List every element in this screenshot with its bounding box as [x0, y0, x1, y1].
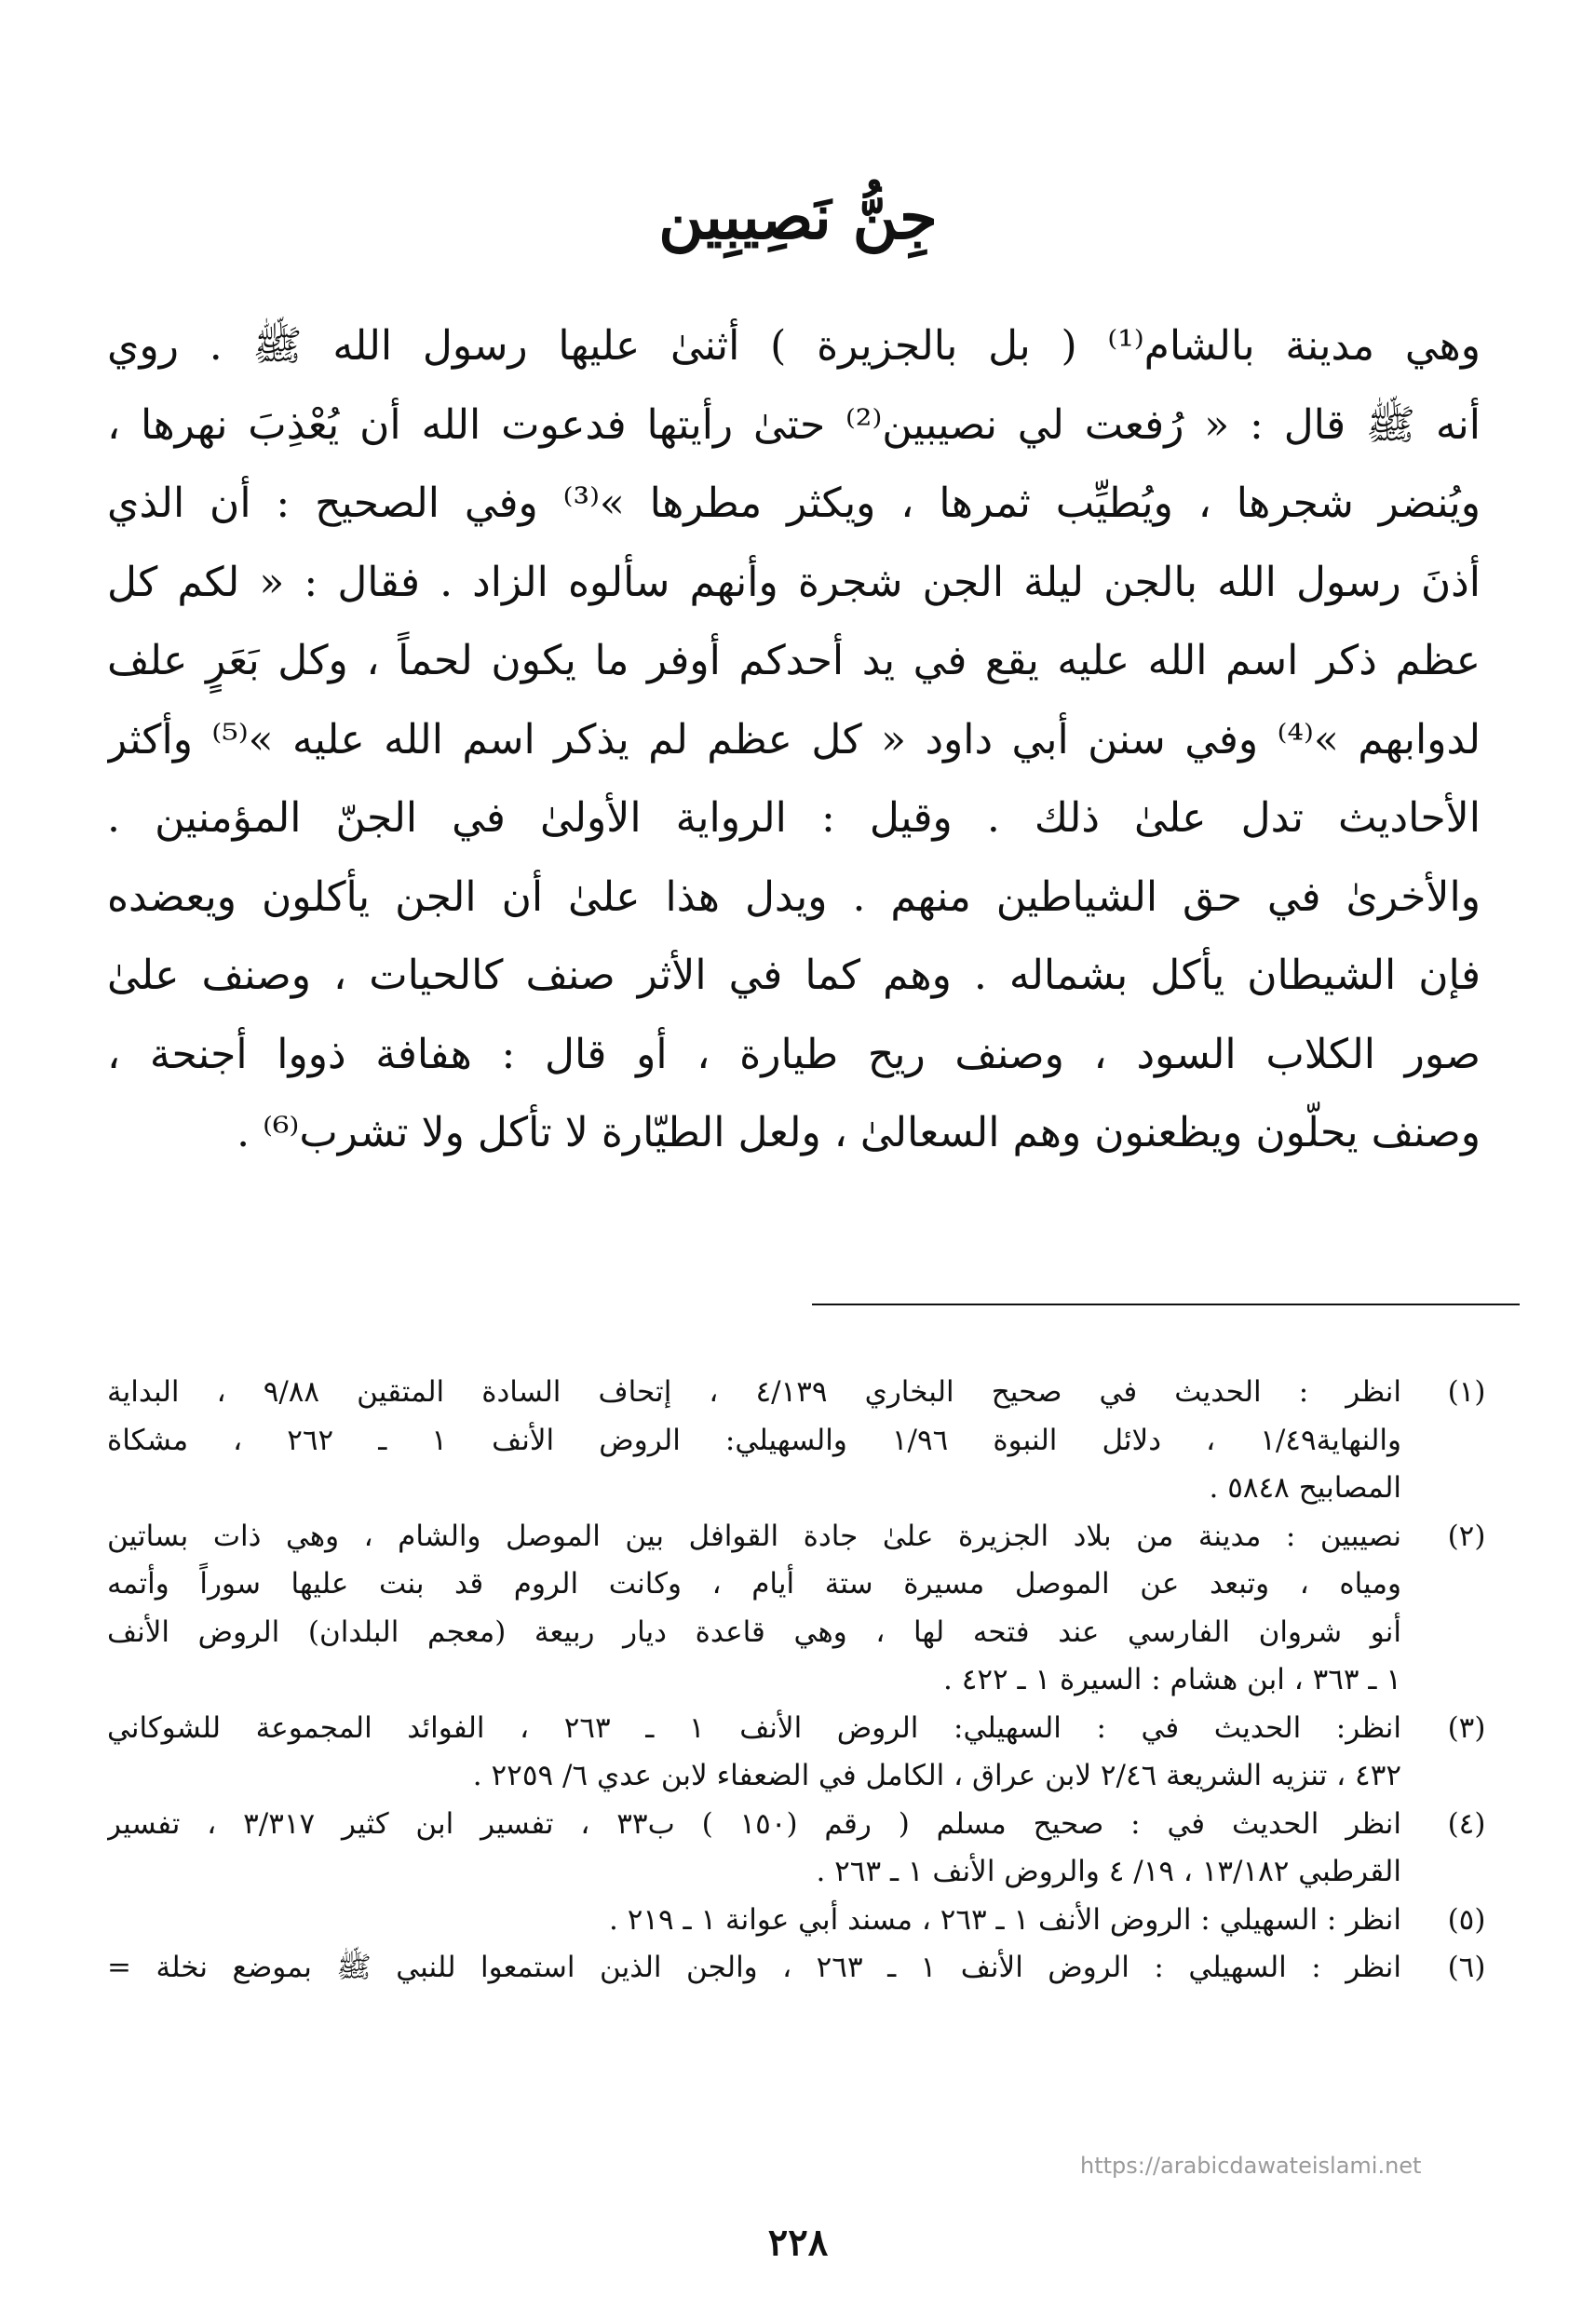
body-line: أذنَ رسول الله بالجن ليلة الجن شجرة وأنهم سألوه الزاد . فقال : « لكم كل: [107, 558, 1481, 606]
body-line: لدوابهم »⁽⁴⁾ وفي سنن أبي داود « كل عظم لم يذكر اسم الله عليه »⁽⁵⁾ وأكثر: [107, 715, 1481, 763]
footnote-line: انظر : السهيلي : الروض الأنف ١ ـ ٢٦٣ ، والجن الذين استمعوا للنبي ﷺ بموضع نخلة =: [107, 1951, 1401, 1984]
body-line: والأخرىٰ في حق الشياطين منهم . ويدل هذا علىٰ أن الجن يأكلون ويعضده: [107, 872, 1481, 921]
body-line: عظم ذكر اسم الله عليه يقع في يد أحدكم أوفر ما يكون لحماً ، وكل بَعَرٍ علف: [107, 637, 1481, 684]
body-line: صور الكلاب السود ، وصنف ريح طيارة ، أو قال : هفافة ذووا أجنحة ،: [107, 1030, 1481, 1078]
footnote-separator: [812, 1304, 1520, 1305]
footnotes: [107, 1369, 1504, 1993]
footnote-number: (٦): [1447, 1951, 1486, 1984]
footnote-line: المصابيح ٥٨٤٨ .: [1209, 1471, 1401, 1505]
watermark-url: https://arabicdawateislami.net: [1080, 2153, 1422, 2179]
page-number: ٢٢٨: [767, 2221, 829, 2264]
footnote-number: (٥): [1447, 1902, 1486, 1937]
footnote-line: القرطبي ١٣/١٨٢ ، ١٩/ ٤ والروض الأنف ١ ـ ٢٦٣ .: [816, 1855, 1401, 1888]
footnote-4: [107, 1801, 1504, 1897]
footnote-line: انظر: الحديث في : السهيلي: الروض الأنف ١ ـ ٢٦٣ ، الفوائد المجموعة للشوكاني: [107, 1710, 1401, 1745]
body-line: فإن الشيطان يأكل بشماله . وهم كما في الأثر صنف كالحيات ، وصنف علىٰ: [107, 952, 1481, 999]
main-body-text: [107, 307, 1481, 1173]
page-title: جِنُّ نَصِيبِين: [658, 181, 938, 254]
footnote-5: [107, 1897, 1504, 1945]
body-line: ويُنضر شجرها ، ويُطيِّب ثمرها ، ويكثر مطرها »⁽³⁾ وفي الصحيح : أن الذي: [107, 480, 1481, 527]
footnote-number: (٢): [1447, 1519, 1486, 1553]
footnote-number: (٤): [1447, 1806, 1486, 1841]
footnote-line: والنهاية١/٤٩ ، دلائل النبوة ١/٩٦ والسهيلي: الروض الأنف ١ ـ ٢٦٢ ، مشكاة: [107, 1423, 1401, 1457]
footnote-line: ومياه ، وتبعد عن الموصل مسيرة ستة أيام ، وكانت الروم قد بنت عليها سوراً وأتمه: [107, 1567, 1401, 1601]
footnote-number: (٣): [1447, 1710, 1486, 1745]
footnote-line: انظر الحديث في : صحيح مسلم ( رقم (١٥٠ ) ب٣٣ ، تفسير ابن كثير ٣/٣١٧ ، تفسير: [107, 1806, 1401, 1841]
body-line: وهي مدينة بالشام⁽¹⁾ ( بل بالجزيرة ) أثنىٰ عليها رسول الله ﷺ . روي: [107, 322, 1481, 370]
footnote-line: انظر : الحديث في صحيح البخاري ٤/١٣٩ ، إتحاف السادة المتقين ٩/٨٨ ، البداية: [107, 1375, 1401, 1409]
footnote-line: انظر : السهيلي : الروض الأنف ١ ـ ٢٦٣ ، مسند أبي عوانة ١ ـ ٢١٩ .: [608, 1902, 1401, 1937]
footnote-line: ١ ـ ٣٦٣ ، ابن هشام : السيرة ١ ـ ٤٢٢ .: [943, 1663, 1401, 1696]
footnote-line: أنو شروان الفارسي عند فتحه لها ، وهي قاعدة ديار ربيعة (معجم البلدان) الروض الأنف: [107, 1615, 1401, 1649]
footnote-6: [107, 1944, 1504, 1993]
body-line: الأحاديث تدل علىٰ ذلك . وقيل : الرواية الأولىٰ في الجنّ المؤمنين .: [107, 794, 1481, 842]
body-line: أنه ﷺ قال : « رُفعت لي نصيبين⁽²⁾ حتىٰ رأيتها فدعوت الله أن يُعْذِبَ نهرها ،: [107, 400, 1481, 449]
footnote-3: [107, 1705, 1504, 1801]
body-line: وصنف يحلّون ويظعنون وهم السعالىٰ ، ولعل الطيّارة لا تأكل ولا تشرب⁽⁶⁾ .: [237, 1109, 1481, 1156]
footnote-1: [107, 1369, 1504, 1513]
footnote-line: نصيبين : مدينة من بلاد الجزيرة علىٰ جادة القوافل بين الموصل والشام ، وهي ذات بساتين: [107, 1519, 1401, 1553]
footnote-line: ٤٣٢ ، تنزيه الشريعة ٢/٤٦ لابن عراق ، الكامل في الضعفاء لابن عدي ٦/ ٢٢٥٩ .: [472, 1759, 1401, 1792]
footnote-number: (١): [1447, 1375, 1486, 1409]
footnote-2: [107, 1513, 1504, 1705]
